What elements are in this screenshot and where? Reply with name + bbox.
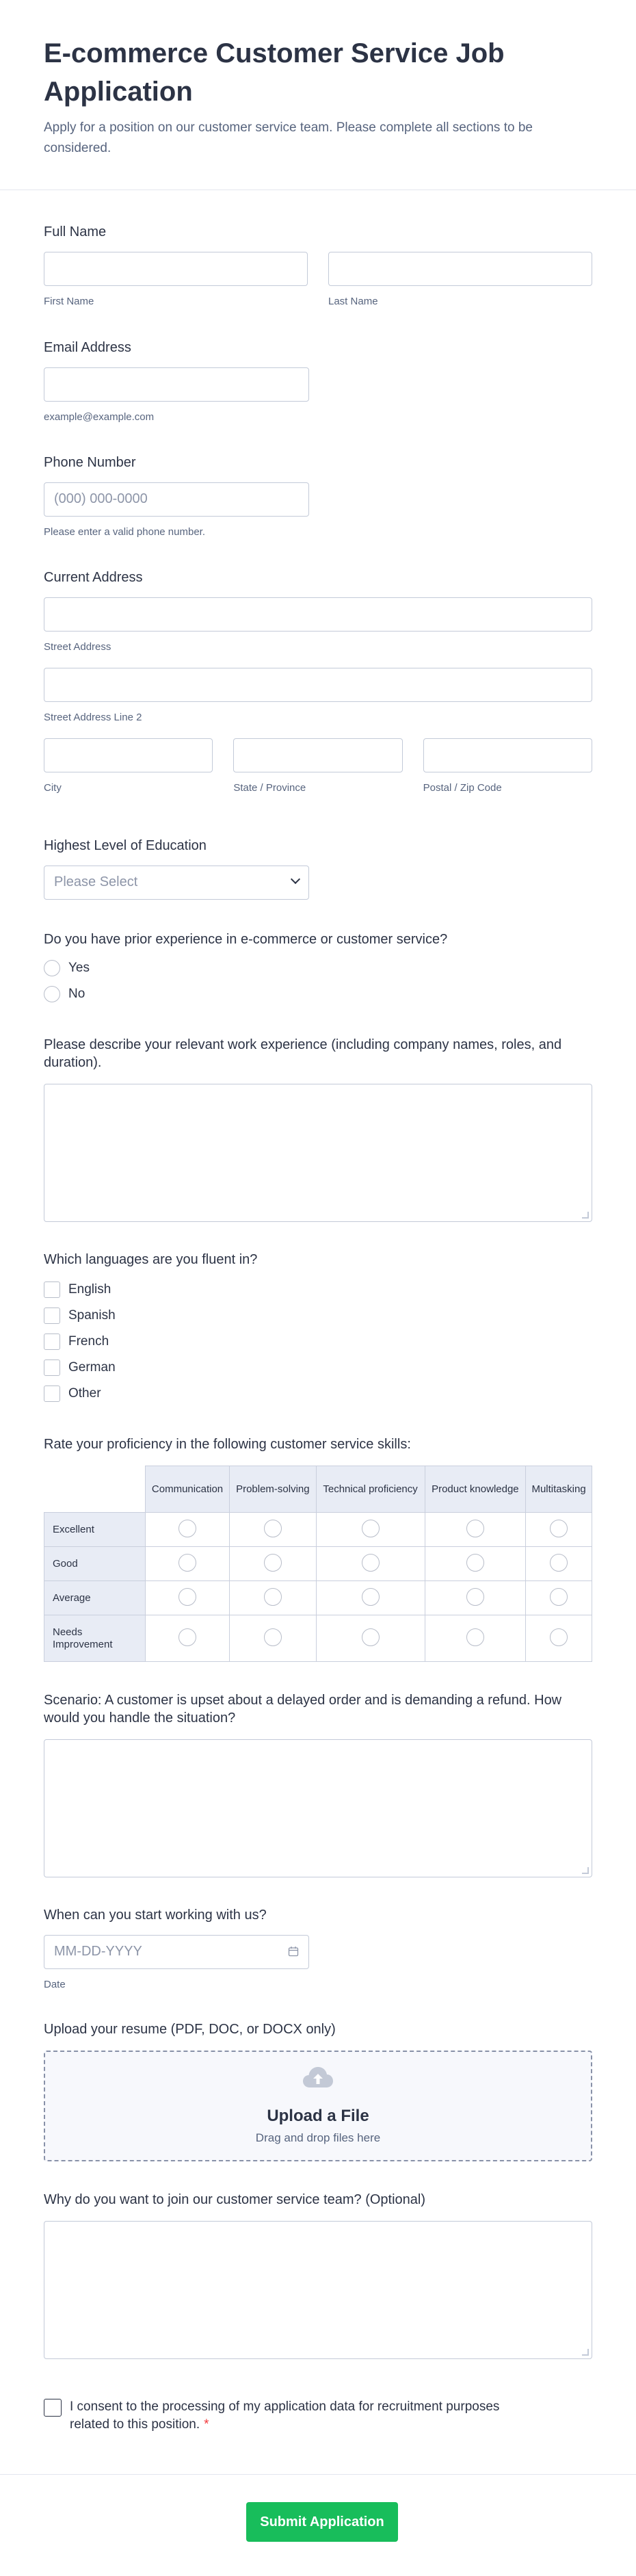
checkbox-option-french[interactable] [44, 1329, 592, 1355]
work-experience-textarea[interactable] [44, 1084, 592, 1222]
radio-option-yes[interactable] [44, 955, 592, 981]
radio-option-label: No [68, 987, 85, 1001]
scenario-label: Scenario: A customer is upset about a delayed order and is demanding a refund. How would you handle the situation? [44, 1693, 562, 1726]
matrix-radio[interactable] [466, 1628, 484, 1646]
checkbox-label: French [68, 1334, 109, 1349]
resize-handle-icon[interactable] [582, 1212, 589, 1219]
last-name-input[interactable] [328, 252, 592, 286]
city-sublabel: City [44, 782, 62, 794]
education-select-value: Please Select [54, 874, 138, 889]
start-date-field [44, 1906, 592, 1990]
resize-handle-icon[interactable] [582, 1867, 589, 1874]
matrix-radio[interactable] [466, 1520, 484, 1537]
upload-subtitle: Drag and drop files here [255, 2131, 381, 2144]
work-experience-field [44, 1036, 592, 1222]
start-date-label: When can you start working with us? [44, 1908, 267, 1923]
radio-circle[interactable] [44, 986, 60, 1002]
email-input[interactable] [44, 367, 309, 402]
street-address-2-input[interactable] [44, 668, 592, 702]
matrix-row-label: Average [44, 1581, 146, 1615]
state-input[interactable] [233, 738, 402, 772]
checkbox-box[interactable] [44, 1333, 60, 1350]
email-field [44, 339, 592, 423]
radio-option-no[interactable] [44, 981, 592, 1007]
radio-option-label: Yes [68, 961, 90, 975]
motivation-label: Why do you want to join our customer service team? (Optional) [44, 2192, 426, 2207]
matrix-radio[interactable] [264, 1588, 282, 1606]
first-name-sublabel: First Name [44, 296, 94, 307]
full-name-field [44, 223, 592, 307]
matrix-radio[interactable] [466, 1554, 484, 1572]
resume-upload-field [44, 2020, 592, 2161]
form-footer [0, 2474, 636, 2576]
city-input[interactable] [44, 738, 213, 772]
first-name-input[interactable] [44, 252, 308, 286]
phone-label: Phone Number [44, 455, 136, 470]
checkbox-option-spanish[interactable] [44, 1303, 592, 1329]
phone-sublabel: Please enter a valid phone number. [44, 526, 205, 538]
matrix-column-header: Technical proficiency [316, 1466, 425, 1513]
checkbox-label: Spanish [68, 1308, 116, 1323]
date-placeholder: MM-DD-YYYY [54, 1944, 142, 1959]
checkbox-box[interactable] [44, 1385, 60, 1402]
skills-matrix-field [44, 1435, 592, 1662]
page-subtitle: Apply for a position on our customer service team. Please complete all sections to be considered. [44, 120, 533, 155]
chevron-down-icon [291, 874, 300, 884]
matrix-radio[interactable] [550, 1520, 568, 1537]
matrix-radio[interactable] [362, 1554, 380, 1572]
education-select[interactable] [44, 866, 309, 900]
phone-field [44, 454, 592, 538]
calendar-icon[interactable] [288, 1946, 299, 1957]
checkbox-option-english[interactable] [44, 1277, 592, 1303]
motivation-textarea[interactable] [44, 2221, 592, 2359]
address-field [44, 569, 592, 794]
work-experience-label: Please describe your relevant work experience (including company names, roles, and duration). [44, 1037, 562, 1070]
matrix-radio[interactable] [178, 1554, 196, 1572]
experience-question [44, 931, 592, 1007]
checkbox-label: English [68, 1282, 111, 1297]
matrix-row-label: Good [44, 1547, 146, 1581]
street-address-input[interactable] [44, 597, 592, 632]
resize-handle-icon[interactable] [582, 2349, 589, 2356]
start-date-sublabel: Date [44, 1979, 66, 1990]
matrix-radio[interactable] [362, 1520, 380, 1537]
email-label: Email Address [44, 340, 131, 355]
full-name-label: Full Name [44, 224, 107, 239]
page-title: E-commerce Customer Service Job Application [44, 38, 505, 107]
matrix-radio[interactable] [264, 1628, 282, 1646]
checkbox-box[interactable] [44, 1307, 60, 1324]
matrix-radio[interactable] [178, 1520, 196, 1537]
languages-field [44, 1251, 592, 1407]
matrix-row-label: Excellent [44, 1513, 146, 1547]
consent-text: I consent to the processing of my application data for recruitment purposes related to this position. [70, 2399, 500, 2432]
checkbox-label: German [68, 1360, 116, 1375]
matrix-radio[interactable] [362, 1628, 380, 1646]
matrix-column-header: Communication [146, 1466, 230, 1513]
street-address-sublabel: Street Address [44, 641, 111, 653]
matrix-radio[interactable] [550, 1588, 568, 1606]
consent-label [70, 2398, 521, 2434]
zip-input[interactable] [423, 738, 592, 772]
checkbox-option-german[interactable] [44, 1355, 592, 1381]
scenario-textarea[interactable] [44, 1739, 592, 1877]
street-address-2-sublabel: Street Address Line 2 [44, 712, 142, 723]
languages-label: Which languages are you fluent in? [44, 1252, 258, 1267]
checkbox-box[interactable] [44, 1359, 60, 1376]
matrix-row-label: Needs Improvement [44, 1615, 146, 1662]
matrix-column-header: Multitasking [526, 1466, 592, 1513]
motivation-field [44, 2191, 592, 2359]
last-name-sublabel: Last Name [328, 296, 378, 307]
matrix-radio[interactable] [264, 1520, 282, 1537]
education-label: Highest Level of Education [44, 838, 207, 853]
form-header [0, 0, 636, 190]
matrix-radio[interactable] [178, 1588, 196, 1606]
matrix-radio[interactable] [362, 1588, 380, 1606]
resume-label: Upload your resume (PDF, DOC, or DOCX only) [44, 2022, 336, 2037]
required-asterisk: * [204, 2417, 209, 2432]
matrix-column-header: Problem-solving [230, 1466, 317, 1513]
matrix-radio[interactable] [178, 1628, 196, 1646]
address-label: Current Address [44, 570, 143, 585]
skills-label: Rate your proficiency in the following customer service skills: [44, 1437, 411, 1452]
submit-button[interactable]: Submit Application [246, 2502, 398, 2542]
matrix-radio[interactable] [550, 1554, 568, 1572]
matrix-corner [44, 1466, 146, 1513]
checkbox-label: Other [68, 1386, 101, 1401]
experience-label: Do you have prior experience in e-commerce or customer service? [44, 932, 448, 947]
consent-field [44, 2398, 592, 2434]
phone-input[interactable]: (000) 000-0000 [44, 482, 309, 517]
radio-circle[interactable] [44, 960, 60, 976]
start-date-input[interactable] [44, 1935, 309, 1969]
matrix-radio[interactable] [550, 1628, 568, 1646]
state-sublabel: State / Province [233, 782, 306, 794]
checkbox-option-other[interactable] [44, 1381, 592, 1407]
upload-title: Upload a File [267, 2107, 369, 2125]
zip-sublabel: Postal / Zip Code [423, 782, 502, 794]
scenario-field [44, 1691, 592, 1877]
matrix-radio[interactable] [466, 1588, 484, 1606]
matrix-radio[interactable] [264, 1554, 282, 1572]
checkbox-box[interactable] [44, 1282, 60, 1298]
email-sublabel: example@example.com [44, 411, 155, 423]
skills-matrix [44, 1466, 592, 1662]
cloud-upload-icon [302, 2066, 334, 2089]
matrix-column-header: Product knowledge [425, 1466, 526, 1513]
education-field [44, 837, 592, 900]
consent-checkbox[interactable] [44, 2399, 62, 2417]
file-upload-dropzone[interactable] [44, 2051, 592, 2161]
